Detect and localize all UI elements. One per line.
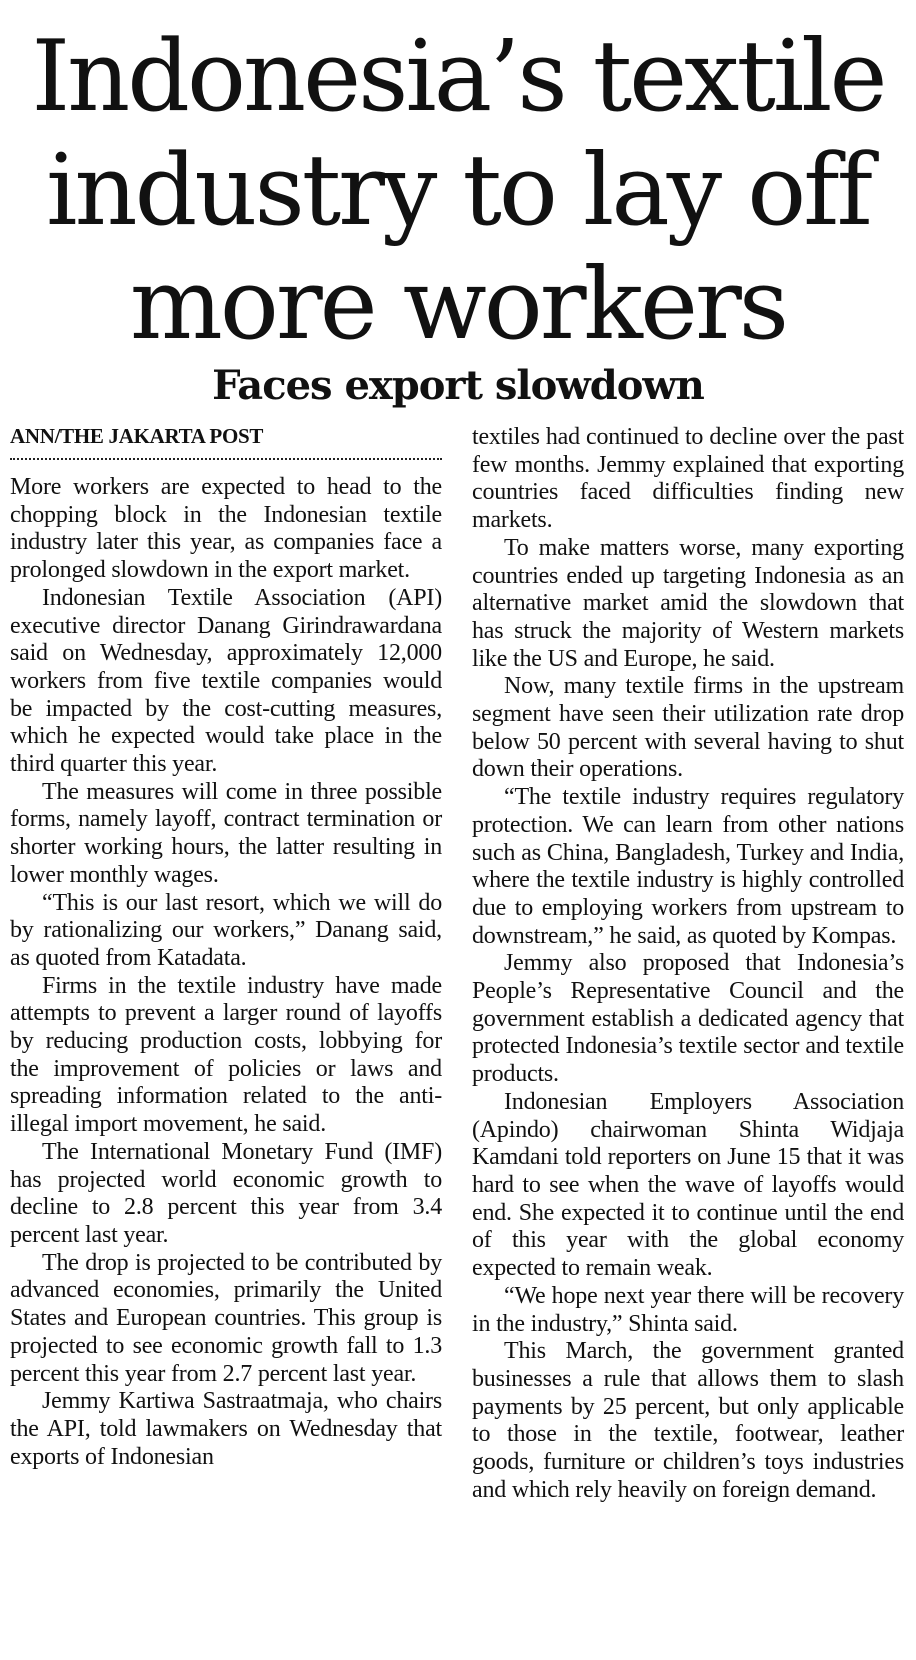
paragraph: “This is our last resort, which we will do by rationalizing our workers,” Danang said, as quoted from Katadata. <box>10 889 442 971</box>
paragraph: This March, the government granted businesses a rule that allows them to slash payments by 25 percent, but only applicable to those in the textile, footwear, leather goods, furniture or children’s toys industries and which rely heavily on foreign demand. <box>472 1338 904 1503</box>
paragraph: Firms in the textile industry have made attempts to prevent a larger round of layoffs by reducing production costs, lobbying for the improvement of policies or laws and spreading information related to the anti-illegal import movement, he said. <box>10 972 442 1138</box>
headline <box>0 20 916 362</box>
paragraph: The drop is projected to be contributed by advanced economies, primarily the United States and European countries. This group is projected to see economic growth fall to 1.3 percent this year from 2.7 percent last year. <box>10 1249 442 1387</box>
paragraph: Jemmy also proposed that Indonesia’s People’s Representative Council and the government establish a dedicated agency that protected Indonesia’s textile sector and textile products. <box>472 950 904 1088</box>
headline-line: Indonesia’s textile <box>31 20 885 134</box>
paragraph: textiles had continued to decline over the past few months. Jemmy explained that exporting countries faced difficulties finding new markets. <box>472 424 904 534</box>
paragraph: More workers are expected to head to the chopping block in the Indonesian textile industry later this year, as companies face a prolonged slowdown in the export market. <box>10 474 442 584</box>
headline-line: industry to lay off <box>46 134 870 248</box>
paragraph: Jemmy Kartiwa Sastraatmaja, who chairs the API, told lawmakers on Wednesday that exports of Indonesian <box>10 1388 442 1470</box>
article-column-right <box>472 424 904 1504</box>
paragraph: To make matters worse, many exporting countries ended up targeting Indonesia as an alternative market amid the slowdown that has struck the majority of Western markets like the US and Europe, he said. <box>472 534 904 672</box>
paragraph: The measures will come in three possible forms, namely layoff, contract termination or shorter working hours, the latter resulting in lower monthly wages. <box>10 778 442 888</box>
paragraph: Indonesian Employers Association (Apindo) chairwoman Shinta Widjaja Kamdani told reporters on June 15 that it was hard to see when the wave of layoffs would end. She expected it to continue until the end of this year with the global economy expected to remain weak. <box>472 1088 904 1282</box>
paragraph: Now, many textile firms in the upstream segment have seen their utilization rate drop below 50 percent with several having to shut down their operations. <box>472 673 904 783</box>
paragraph: “The textile industry requires regulatory protection. We can learn from other nations such as China, Bangladesh, Turkey and India, where the textile industry is highly controlled due to employing workers from upstream to downstream,” he said, as quoted by Kompas. <box>472 784 904 949</box>
byline-divider <box>10 458 442 460</box>
byline: ANN/THE JAKARTA POST <box>10 424 264 448</box>
paragraph: “We hope next year there will be recovery in the industry,” Shinta said. <box>472 1282 904 1337</box>
paragraph: Indonesian Textile Association (API) executive director Danang Girindrawardana said on Wednesday, approximately 12,000 workers from five textile companies would be impacted by the cost-cutting measures, which he expected would take place in the third quarter this year. <box>10 584 442 778</box>
paragraph: The International Monetary Fund (IMF) has projected world economic growth to decline to 2.8 percent this year from 3.4 percent last year. <box>10 1138 442 1248</box>
subheadline: Faces export slowdown <box>212 362 704 409</box>
article-column-left <box>10 474 442 1471</box>
headline-line: more workers <box>129 248 787 362</box>
